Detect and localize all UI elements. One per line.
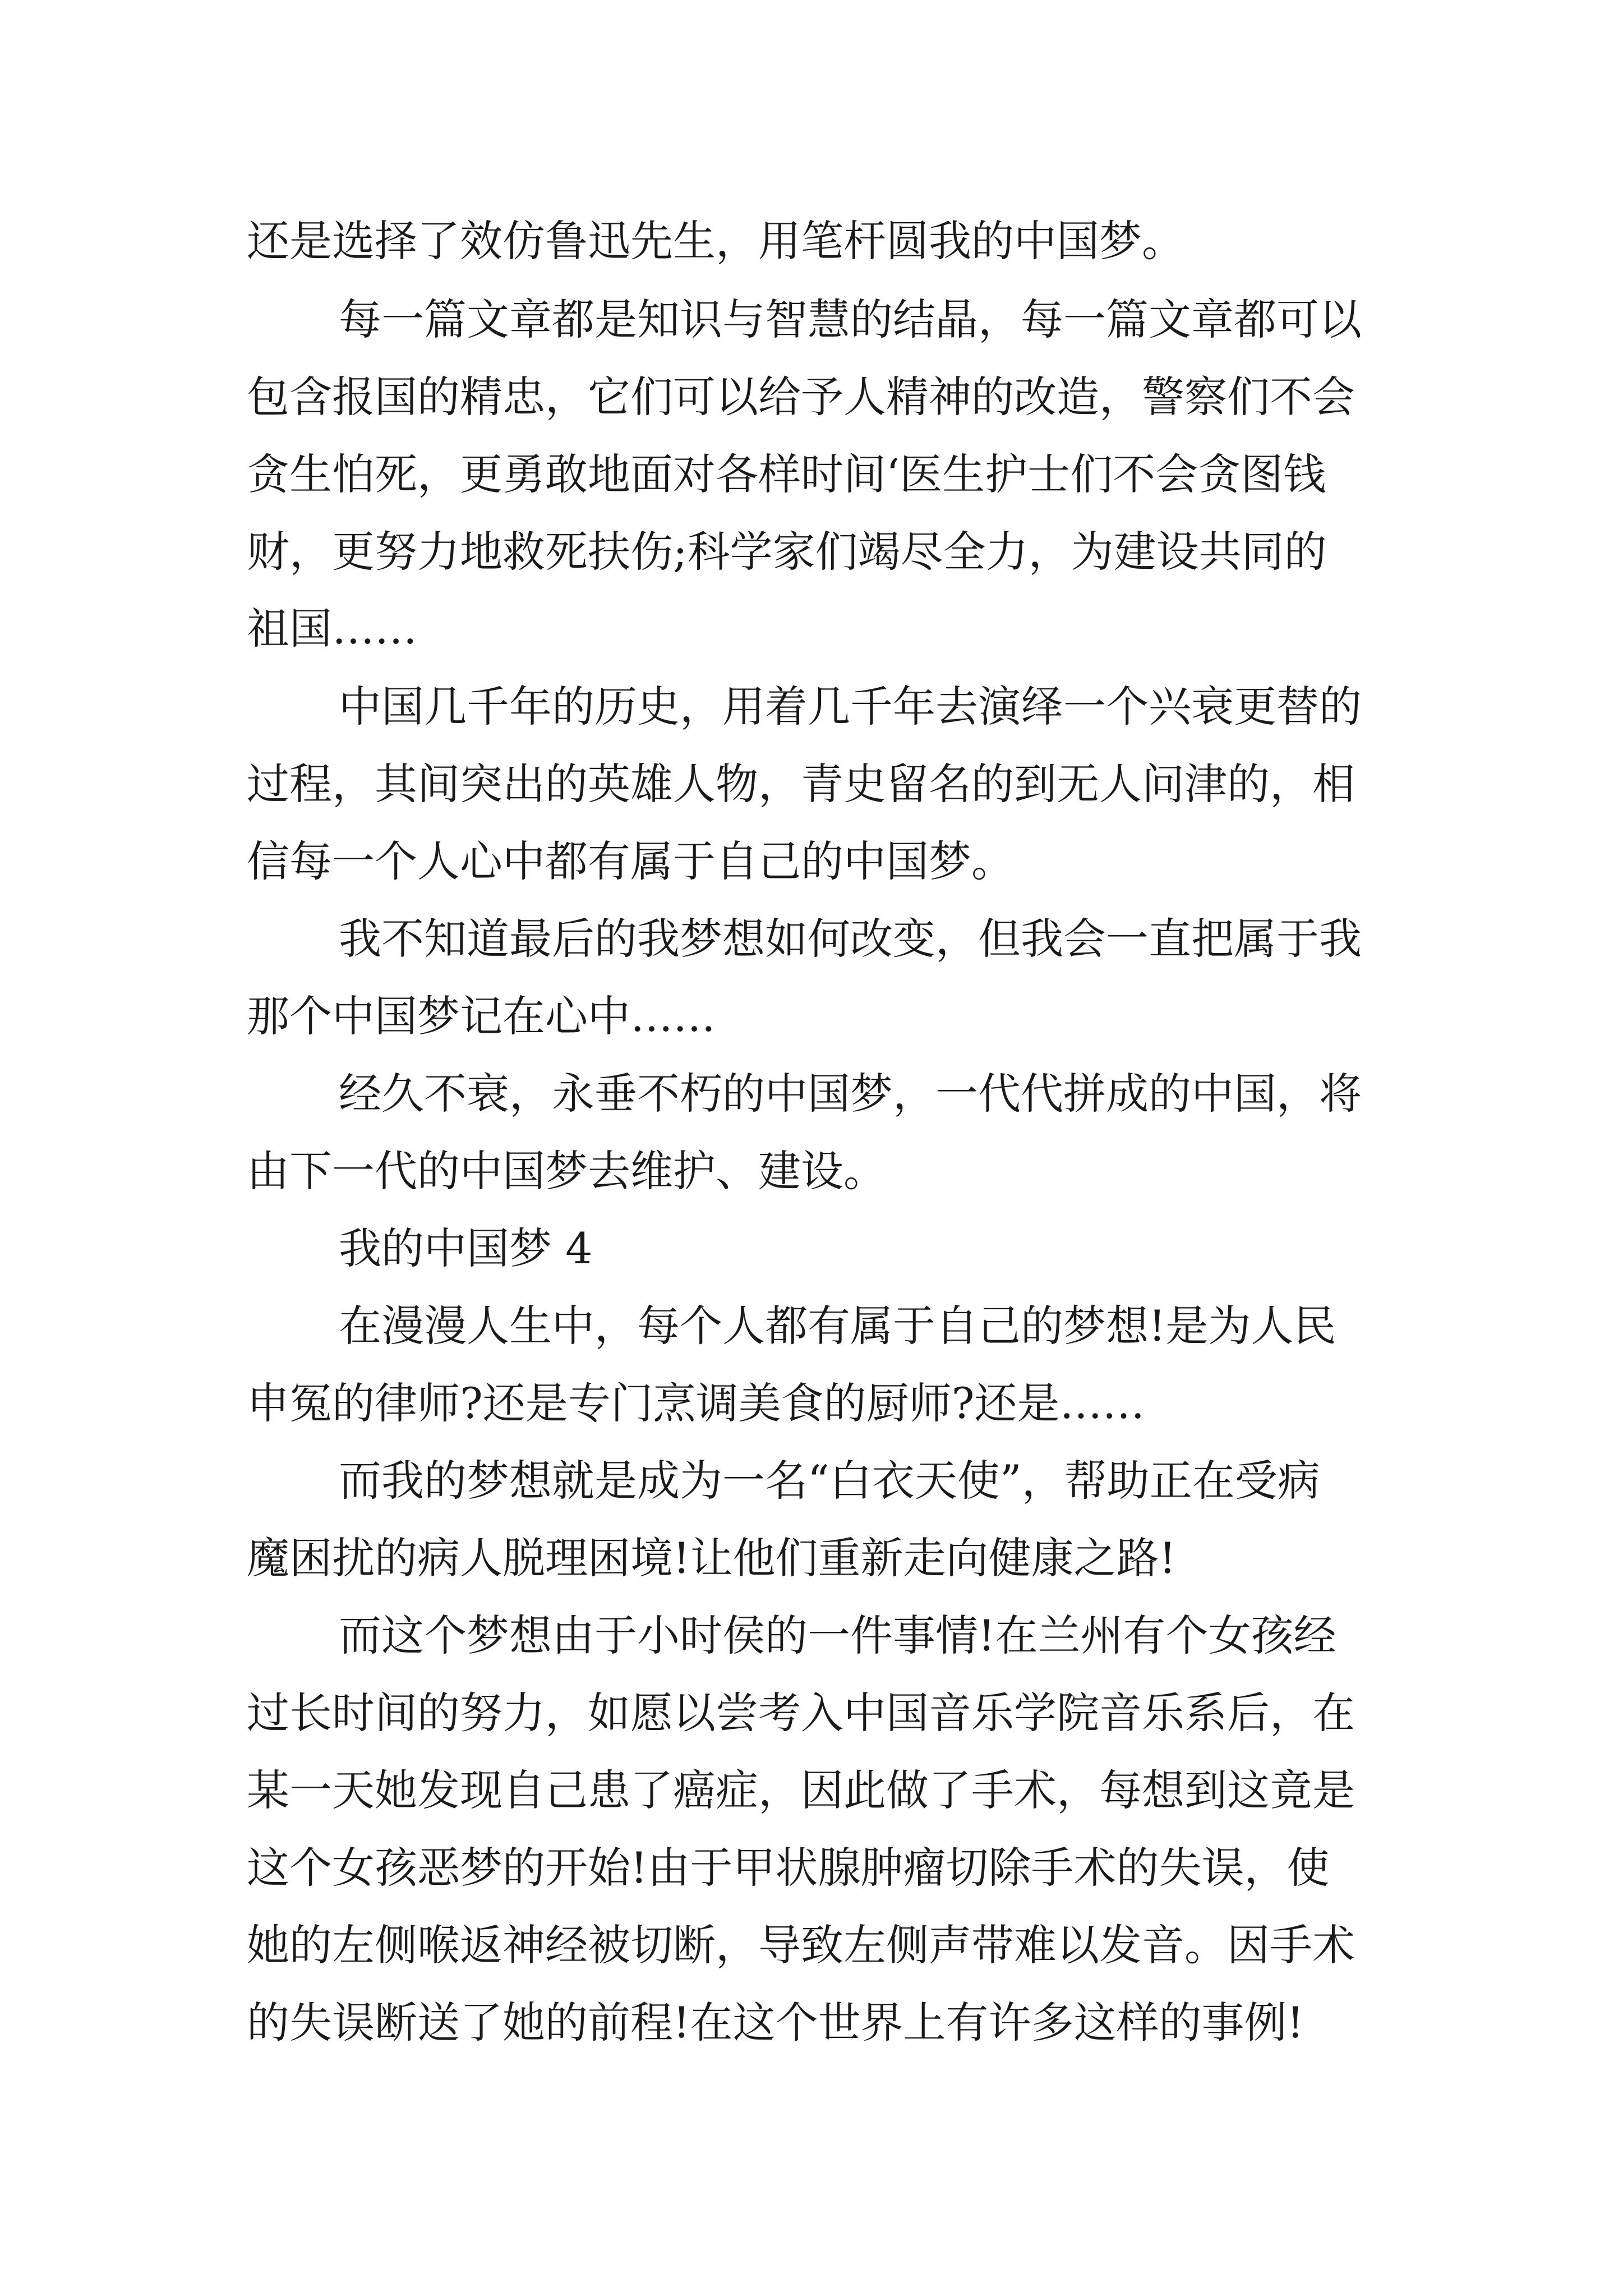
text-line: 包含报国的精忠，它们可以给予人精神的改造，警察们不会 [247, 372, 1355, 422]
text-line: 这个女孩恶梦的开始!由于甲状腺肿瘤切除手术的失误，使 [247, 1843, 1330, 1893]
text-line: 还是选择了效仿鲁迅先生，用笔杆圆我的中国梦。 [247, 216, 1184, 266]
paragraph-start-line: 而我的梦想就是成为一名“白衣天使”，帮助正在受病 [339, 1456, 1320, 1506]
section-heading: 我的中国梦 4 [339, 1223, 593, 1273]
paragraph-start-line: 经久不衰，永垂不朽的中国梦，一代代拼成的中国，将 [339, 1069, 1362, 1119]
text-line: 祖国…… [247, 604, 417, 654]
paragraph-start-line: 而这个梦想由于小时侯的一件事情!在兰州有个女孩经 [339, 1611, 1336, 1660]
text-line: 她的左侧喉返神经被切断，导致左侧声带难以发音。因手术 [247, 1920, 1355, 1970]
paragraph-start-line: 我不知道最后的我梦想如何改变，但我会一直把属于我 [339, 914, 1362, 964]
text-line: 财，更努力地救死扶伤;科学家们竭尽全力，为建设共同的 [247, 527, 1327, 577]
text-line: 信每一个人心中都有属于自己的中国梦。 [247, 836, 1014, 886]
text-line: 魔困扰的病人脱理困境!让他们重新走向健康之路! [247, 1533, 1177, 1583]
text-line: 过长时间的努力，如愿以尝考入中国音乐学院音乐系后，在 [247, 1688, 1355, 1738]
text-line: 某一天她发现自己患了癌症，因此做了手术，每想到这竟是 [247, 1765, 1355, 1815]
text-line: 申冤的律师?还是专门烹调美食的厨师?还是…… [247, 1378, 1145, 1428]
text-line: 由下一代的中国梦去维护、建设。 [247, 1146, 886, 1196]
paragraph-start-line: 每一篇文章都是知识与智慧的结晶，每一篇文章都可以 [339, 295, 1362, 344]
paragraph-start-line: 中国几千年的历史，用着几千年去演绎一个兴衰更替的 [339, 682, 1362, 731]
paragraph-start-line: 在漫漫人生中，每个人都有属于自己的梦想!是为人民 [339, 1301, 1336, 1351]
text-line: 的失误断送了她的前程!在这个世界上有许多这样的事例! [247, 1998, 1304, 2047]
text-line: 那个中国梦记在心中…… [247, 991, 716, 1041]
text-line: 过程，其间突出的英雄人物，青史留名的到无人问津的，相 [247, 759, 1355, 809]
text-line: 贪生怕死，更勇敢地面对各样时间‘医生护士们不会贪图钱 [247, 449, 1326, 499]
